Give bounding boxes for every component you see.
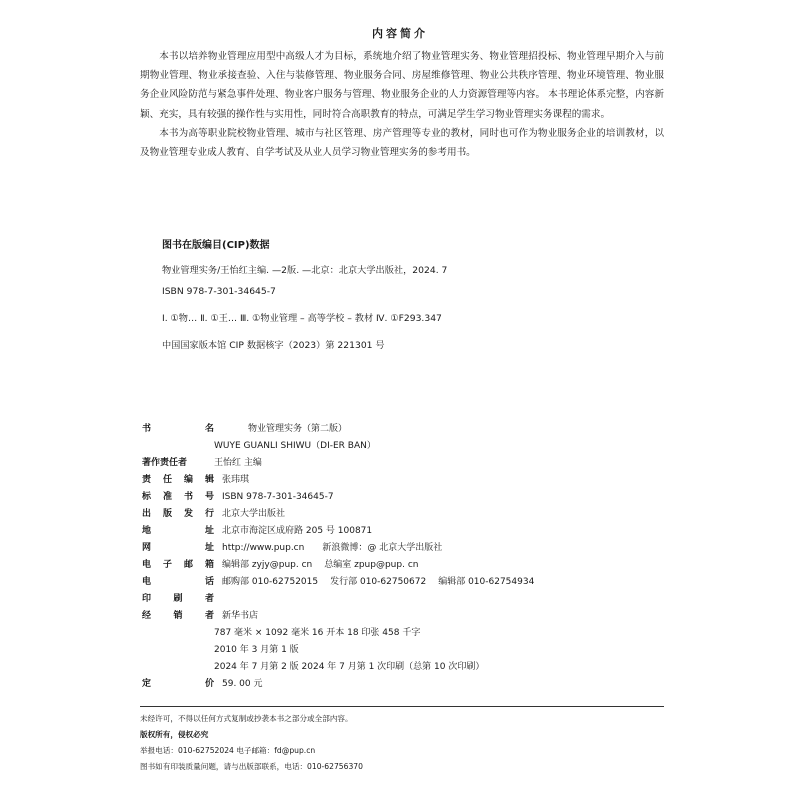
website-link[interactable]: http://www.pup.cn xyxy=(222,543,305,553)
label-website: 网 址 xyxy=(142,543,214,553)
value-printer xyxy=(222,591,702,608)
intro-title: 内容简介 xyxy=(372,27,428,40)
value-distributor: 新华书店 xyxy=(222,611,259,621)
value-price: 59. 00 元 xyxy=(222,679,263,689)
cip-line-record-number: 中国国家版本馆 CIP 数据核字（2023）第 221301 号 xyxy=(162,340,385,351)
info-row-address xyxy=(142,523,702,540)
info-row-website xyxy=(142,540,702,557)
label-isbn: 标 准 书 号 xyxy=(142,492,214,502)
label-author: 著作责任者 xyxy=(142,458,188,468)
label-address: 地 址 xyxy=(142,526,214,536)
info-row-phone xyxy=(142,574,702,591)
phone-editorial: 编辑部 010-62754934 xyxy=(438,577,535,587)
footer-quality-contact: 图书如有印装质量问题，请与出版部联系，电话：010-62756370 xyxy=(140,762,363,771)
info-row-email xyxy=(142,557,702,574)
info-row-pinyin xyxy=(142,438,702,455)
label-price: 定 价 xyxy=(142,679,214,689)
publication-info xyxy=(142,421,702,693)
info-row-price xyxy=(142,676,702,693)
value-book-title: 物业管理实务（第二版） xyxy=(248,424,348,434)
intro-body xyxy=(140,47,664,162)
footer-divider xyxy=(140,706,664,707)
value-isbn: ISBN 978-7-301-34645-7 xyxy=(222,492,334,502)
footer-rights: 版权所有，侵权必究 xyxy=(140,730,209,739)
info-row-edition-2 xyxy=(142,659,702,676)
info-row-author xyxy=(142,455,702,472)
intro-paragraph-1: 本书以培养物业管理应用型中高级人才为目标，系统地介绍了物业管理实务、物业管理招投标、物业管理早期介入与前期物业管理、物业承接查验、入住与装修管理、物业服务合同、房屋维修管理、物业公共秩序管理、物业环境管理、物业服务企业风险防范与紧急事件处理、物业客户服务与管理、物业服务企业的人力资源管理等内容。 本书理论体系完整，内容新颖、充实，具有较强的操作性与实用性，同时符合高职教育的特点，可满足学生学习物业管理实务课程的需求。 xyxy=(140,51,664,120)
phone-distribution: 发行部 010-62750672 xyxy=(330,577,427,587)
value-phone-row xyxy=(222,574,702,591)
footer-notice: 未经许可，不得以任何方式复制或抄袭本书之部分或全部内容。 xyxy=(140,714,353,723)
phone-mail-order: 邮购部 010-62752015 xyxy=(222,577,319,587)
cip-line-isbn: ISBN 978-7-301-34645-7 xyxy=(162,286,276,297)
info-row-format xyxy=(142,625,702,642)
value-website-row xyxy=(222,540,702,557)
info-row-publisher xyxy=(142,506,702,523)
label-email: 电 子 邮 箱 xyxy=(142,560,214,570)
label-book-title: 书 名 xyxy=(142,424,214,434)
value-edition-1: 2010 年 3 月第 1 版 xyxy=(214,645,299,655)
value-format: 787 毫米 × 1092 毫米 16 开本 18 印张 458 千字 xyxy=(214,628,421,638)
info-row-printer xyxy=(142,591,702,608)
footer-report-contact: 举报电话：010-62752024 电子邮箱：fd@pup.cn xyxy=(140,746,316,755)
label-phone: 电 话 xyxy=(142,577,214,587)
cip-block xyxy=(162,260,682,356)
cip-line-citation: 物业管理实务/王怡红主编. —2版. —北京：北京大学出版社，2024. 7 xyxy=(162,265,448,276)
email-editorial: 编辑部 zyjy@pup. cn xyxy=(222,560,313,570)
value-edition-2: 2024 年 7 月第 2 版 2024 年 7 月第 1 次印刷（总第 10 次印刷） xyxy=(214,662,485,672)
info-row-distributor xyxy=(142,608,702,625)
weibo-account: 新浪微博：@ 北京大学出版社 xyxy=(322,543,443,553)
info-row-title xyxy=(142,421,702,438)
label-publisher: 出 版 发 行 xyxy=(142,509,214,519)
intro-paragraph-2: 本书为高等职业院校物业管理、城市与社区管理、房产管理等专业的教材，同时也可作为物业服务企业的培训教材，以及物业管理专业成人教育、自学考试及从业人员学习物业管理实务的参考用书。 xyxy=(140,127,664,159)
value-address: 北京市海淀区成府路 205 号 100871 xyxy=(222,526,373,536)
value-book-title-pinyin: WUYE GUANLI SHIWU（DI-ER BAN） xyxy=(214,441,376,451)
copyright-footer xyxy=(140,711,680,775)
info-row-edition-1 xyxy=(142,642,702,659)
info-row-isbn xyxy=(142,489,702,506)
value-editor: 张玮琪 xyxy=(222,475,250,485)
label-printer: 印 刷 者 xyxy=(142,594,214,604)
cip-line-classification: Ⅰ. ①物… Ⅱ. ①王… Ⅲ. ①物业管理 – 高等学校 – 教材 Ⅳ. ①F293.347 xyxy=(162,313,442,324)
label-distributor: 经 销 者 xyxy=(142,611,214,621)
cip-title: 图书在版编目(CIP)数据 xyxy=(162,240,270,251)
value-author: 王怡红 主编 xyxy=(214,458,262,468)
label-editor: 责 任 编 辑 xyxy=(142,475,214,485)
email-chief: 总编室 zpup@pup. cn xyxy=(324,560,419,570)
info-row-editor xyxy=(142,472,702,489)
value-email-row xyxy=(222,557,702,574)
value-publisher: 北京大学出版社 xyxy=(222,509,286,519)
